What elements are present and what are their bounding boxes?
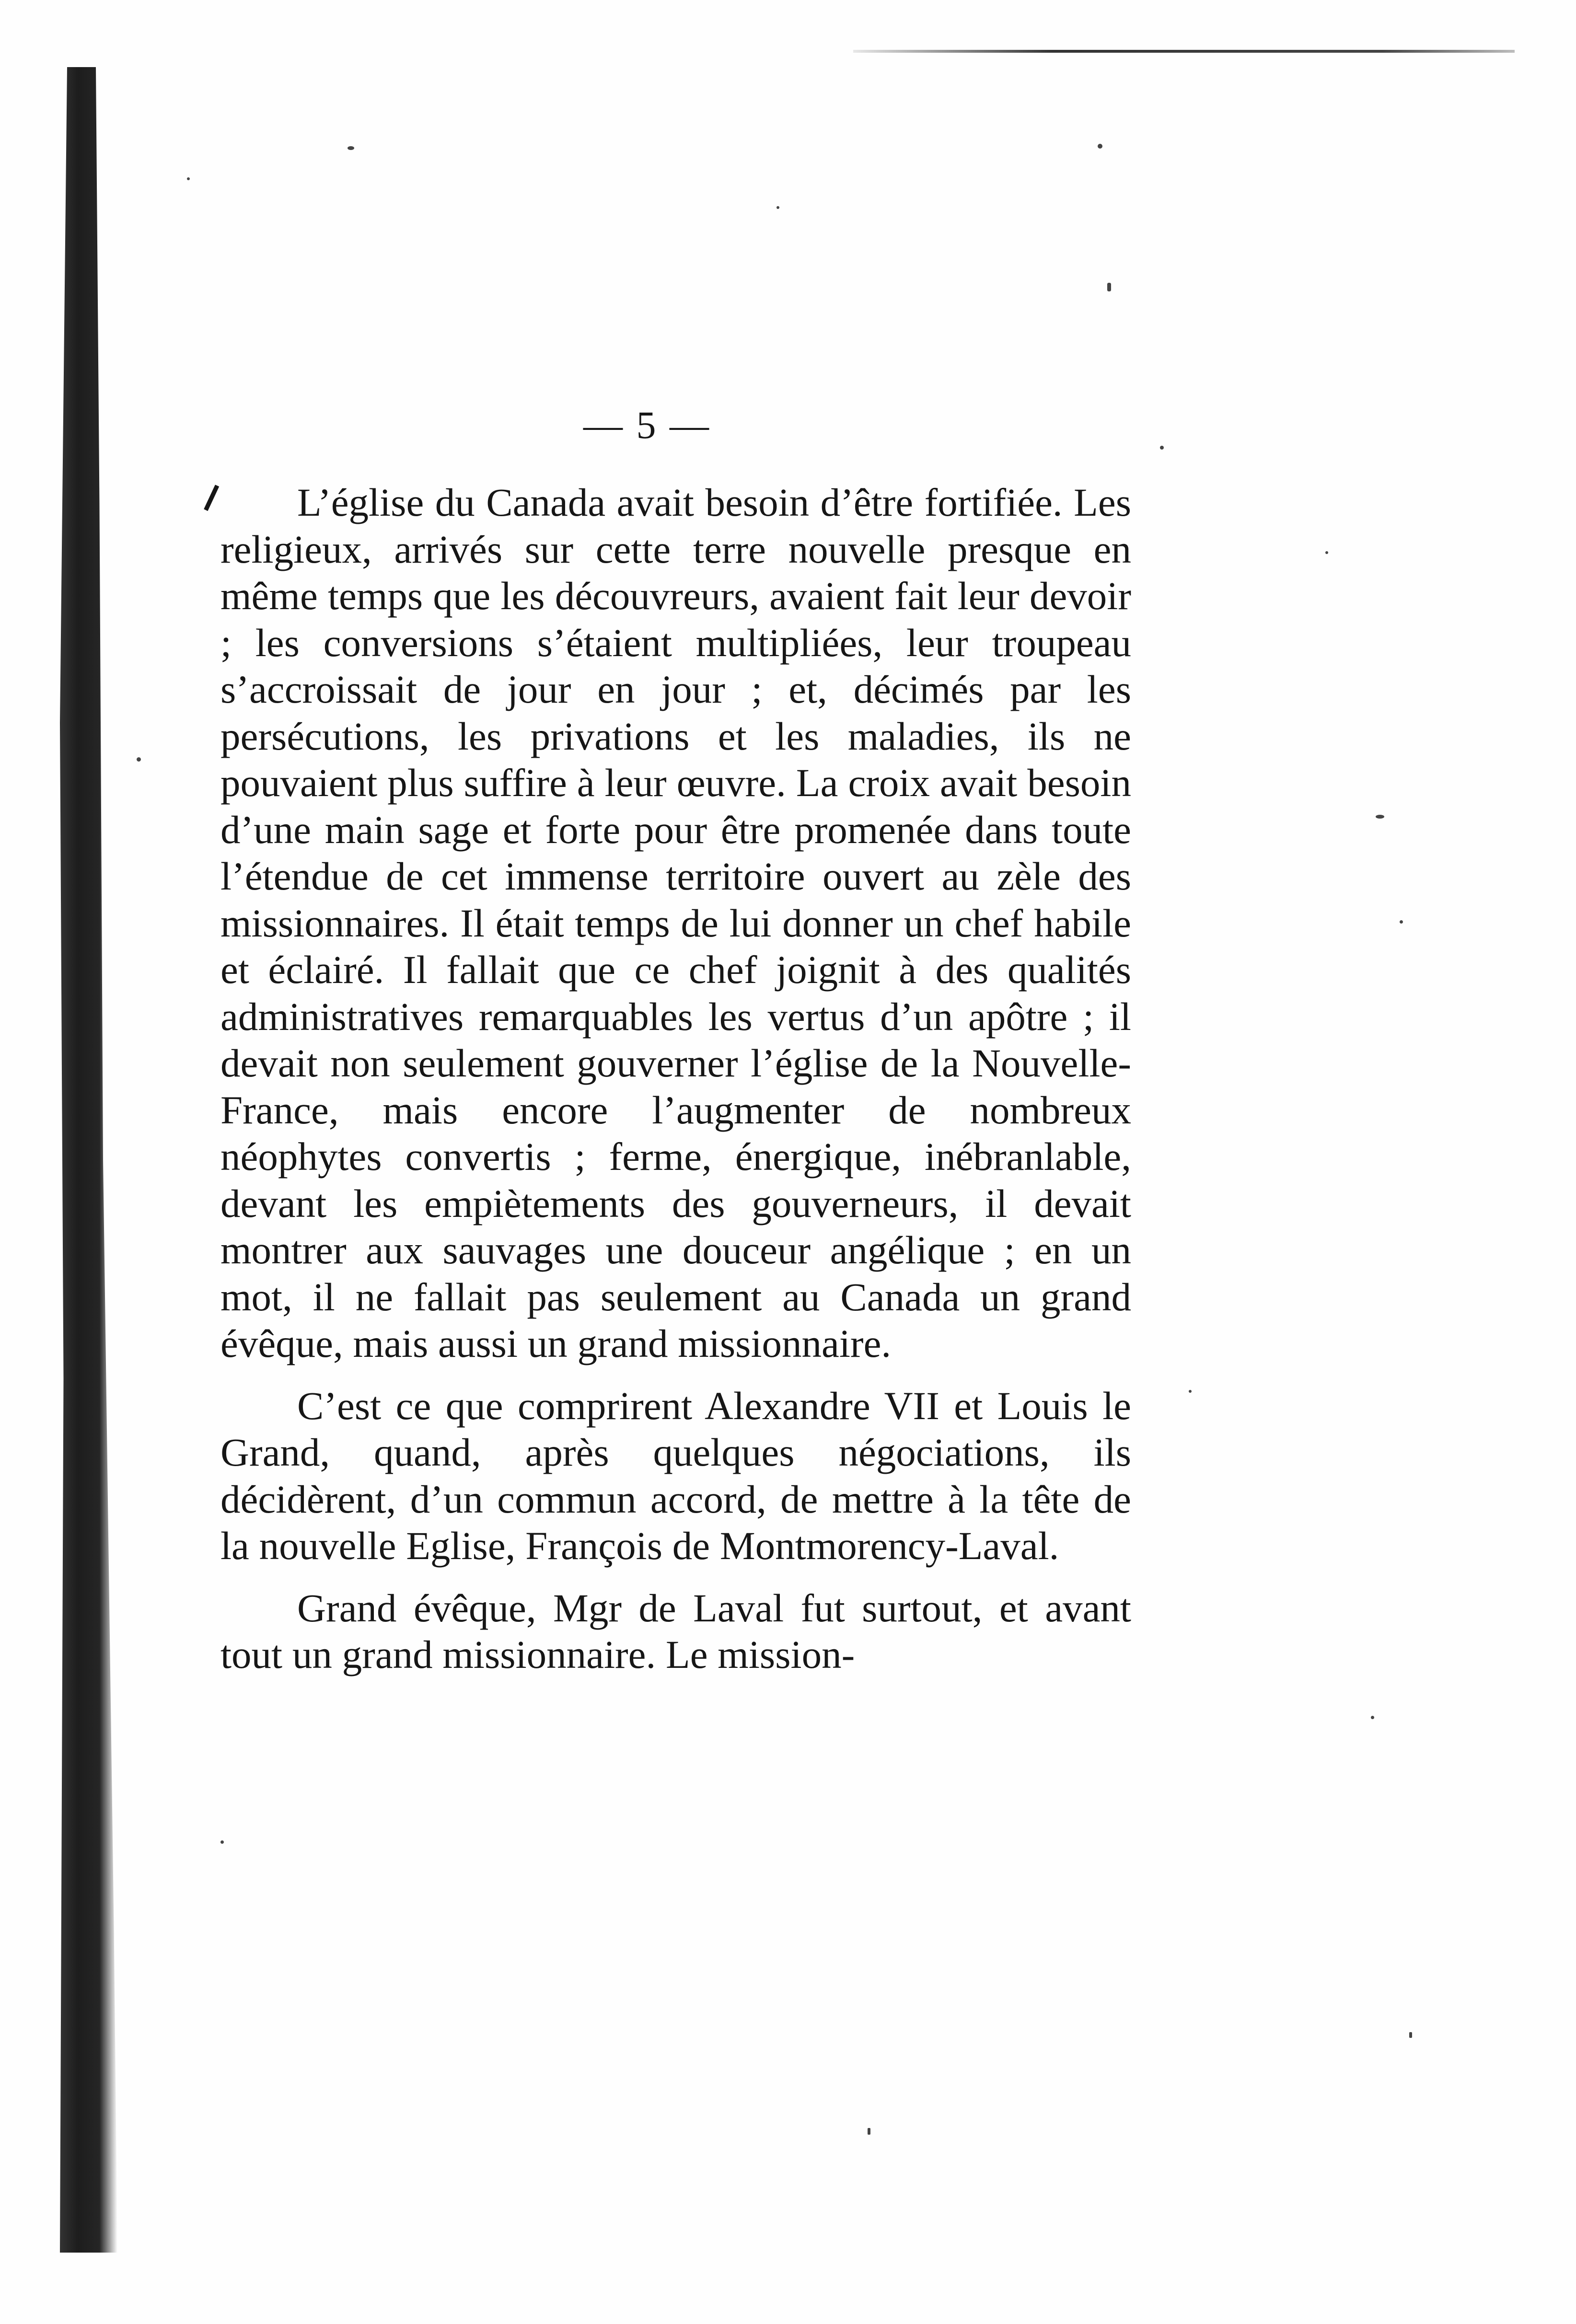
- scan-speck: [868, 2128, 870, 2135]
- page-number: — 5 —: [583, 403, 711, 447]
- scan-speck: [348, 146, 354, 150]
- scan-speck: [1371, 1716, 1374, 1719]
- ink-mark: ⸝: [185, 454, 230, 519]
- scan-speck: [187, 177, 190, 180]
- scan-speck: [1098, 144, 1102, 149]
- scan-speck: [1400, 920, 1403, 924]
- scan-speck: [1107, 283, 1111, 291]
- paragraph: Grand évêque, Mgr de Laval fut surtout, et avant tout un grand missionnaire. Le mission-: [220, 1585, 1131, 1677]
- paragraph: C’est ce que comprirent Alexandre VII et Louis le Grand, quand, après quelques négociations, ils décidèrent, d’un commun accord, de mettre à la tête de la nouvelle Eglise, François de Montmorency-Laval.: [220, 1383, 1131, 1568]
- scan-speck: [1325, 551, 1328, 554]
- body-text: [220, 479, 1131, 1694]
- scan-speck: [1409, 2032, 1412, 2038]
- top-edge-rule: [853, 50, 1515, 53]
- scan-speck: [776, 206, 779, 209]
- page-binding-shadow: [46, 67, 117, 2253]
- scan-speck: [1376, 815, 1384, 819]
- paragraph: L’église du Canada avait besoin d’être fortifiée. Les religieux, arrivés sur cette terre nouvelle presque en même temps que les découvreurs, avaient fait leur devoir ; les conversions s’étaient multipliées, leur troupeau s’accroissait de jour en jour ; et, décimés par les persécutions, les privations et les maladies, ils ne pouvaient plus suffire à leur œuvre. La croix avait besoin d’une main sage et forte pour être promenée dans toute l’étendue de cet immense territoire ouvert au zèle des missionnaires. Il était temps de lui donner un chef habile et éclairé. Il fallait que ce chef joignit à des qualités administratives remarquables les vertus d’un apôtre ; il devait non seulement gouverner l’église de la Nouvelle-France, mais encore l’augmenter de nombreux néophytes convertis ; ferme, énergique, inébranlable, devant les empiètements des gouverneurs, il devait montrer aux sauvages une douceur angélique ; en un mot, il ne fallait pas seulement au Canada un grand évêque, mais aussi un grand missionnaire.: [220, 480, 1131, 1365]
- scan-speck: [137, 757, 141, 762]
- scan-speck: [1189, 1390, 1192, 1393]
- scan-speck: [220, 1840, 224, 1844]
